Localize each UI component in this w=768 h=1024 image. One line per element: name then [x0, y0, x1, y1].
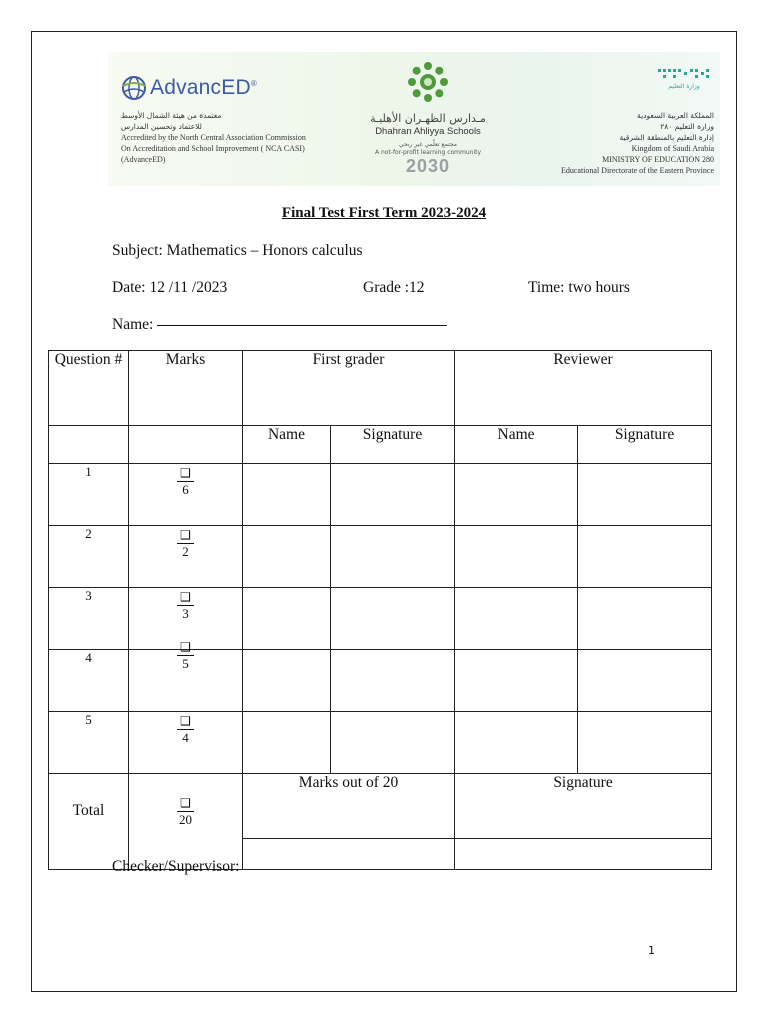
first-grader-signature-header: Signature	[331, 426, 455, 464]
first-grader-header: First grader	[243, 351, 455, 426]
total-marks-cell[interactable]	[129, 774, 243, 870]
first-grader-signature-cell[interactable]	[331, 650, 455, 712]
marks-cell[interactable]	[129, 464, 243, 526]
school-english-name: Dhahran Ahliyya Schools	[375, 126, 481, 137]
out-of-value: 2	[182, 544, 189, 559]
total-label: Total	[49, 774, 129, 870]
globe-icon	[120, 74, 148, 102]
first-grader-signature-cell[interactable]	[331, 526, 455, 588]
advanced-brand: AdvancED®	[150, 76, 257, 99]
out-of-value: 3	[182, 606, 189, 621]
marks-cell[interactable]	[129, 526, 243, 588]
out-of-value: 5	[182, 656, 189, 671]
advanced-arabic-line2: للاعتماد وتحسين المدارس	[121, 122, 202, 131]
advanced-arabic-line1: معتمدة من هيئة الشمال الأوسط	[121, 111, 222, 120]
total-out-of-value: 20	[178, 812, 192, 827]
score-box: ❑	[177, 467, 194, 482]
first-grader-signature-cell[interactable]	[331, 712, 455, 774]
name-label: Name:	[112, 316, 154, 333]
advanced-english-line3: (AdvanceED)	[121, 155, 166, 164]
name-blank[interactable]	[157, 325, 447, 326]
ministry-arabic-line2: وزارة التعليم ٢٨٠	[660, 122, 714, 131]
ministry-english-line2: MINISTRY OF EDUCATION 280	[602, 155, 714, 164]
grading-table	[48, 350, 712, 870]
ministry-arabic-line3: إدارة التعليم بالمنطقة الشرقية	[619, 133, 714, 142]
total-row	[49, 774, 712, 839]
reviewer-signature-header: Signature	[578, 426, 712, 464]
table-row	[49, 650, 712, 712]
exam-title: Final Test First Term 2023-2024	[281, 205, 487, 221]
date-line: Date: 12 /11 /2023	[112, 279, 228, 296]
total-signature-entry-cell[interactable]	[455, 839, 712, 870]
table-row	[49, 526, 712, 588]
reviewer-name-cell[interactable]	[455, 526, 578, 588]
time-line: Time: two hours	[528, 279, 630, 296]
ministry-arabic-line1: المملكة العربية السعودية	[637, 111, 714, 120]
marks-cell[interactable]	[129, 712, 243, 774]
vision-2030-logo: 2030	[405, 156, 451, 176]
score-box: ❑	[177, 529, 194, 544]
table-row	[49, 588, 712, 650]
subject-line: Subject: Mathematics – Honors calculus	[112, 242, 363, 259]
out-of-value: 4	[182, 730, 189, 745]
reviewer-signature-cell[interactable]	[578, 650, 712, 712]
reviewer-header: Reviewer	[455, 351, 712, 426]
school-tagline: مجتمع تعلّمي غير ربحي A not-for-profit learning community	[374, 141, 482, 156]
score-box: ❑	[177, 591, 194, 606]
marks-header: Marks	[129, 351, 243, 426]
table-row	[49, 712, 712, 774]
ministry-logo-icon	[654, 66, 714, 92]
first-grader-name-header: Name	[243, 426, 331, 464]
advanced-logo	[120, 74, 257, 102]
student-name-line	[112, 316, 447, 334]
marks-out-of-entry-cell[interactable]	[243, 839, 455, 870]
empty-cell	[129, 426, 243, 464]
svg-text:وزارة التعليم: وزارة التعليم	[668, 83, 700, 90]
empty-cell	[49, 426, 129, 464]
question-header: Question #	[49, 351, 129, 426]
ministry-english-line3: Educational Directorate of the Eastern Province	[560, 166, 714, 175]
first-grader-name-cell[interactable]	[243, 526, 331, 588]
reviewer-name-cell[interactable]	[455, 650, 578, 712]
first-grader-signature-cell[interactable]	[331, 588, 455, 650]
score-box: ❑	[177, 715, 194, 730]
checker-supervisor-label: Checker/Supervisor:	[112, 858, 240, 875]
advanced-english-line1: Accredited by the North Central Association Commission	[121, 133, 306, 142]
reviewer-name-cell[interactable]	[455, 588, 578, 650]
marks-out-of-label: Marks out of 20	[243, 774, 455, 839]
reviewer-name-cell[interactable]	[455, 464, 578, 526]
question-number: 1	[49, 464, 129, 526]
question-number: 3	[49, 588, 129, 650]
reviewer-signature-cell[interactable]	[578, 588, 712, 650]
first-grader-name-cell[interactable]	[243, 650, 331, 712]
reviewer-name-cell[interactable]	[455, 712, 578, 774]
ministry-english-line1: Kingdom of Saudi Arabia	[631, 144, 714, 153]
advanced-english-line2: On Accreditation and School Improvement ( NCA CASI)	[121, 144, 305, 153]
table-header-row	[49, 351, 712, 426]
first-grader-name-cell[interactable]	[243, 712, 331, 774]
table-subheader-row	[49, 426, 712, 464]
first-grader-signature-cell[interactable]	[331, 464, 455, 526]
question-number: 5	[49, 712, 129, 774]
school-arabic-name: مـدارس الظهـران الأهليـة	[370, 112, 486, 125]
marks-cell[interactable]	[129, 640, 243, 712]
letterhead-banner	[108, 52, 720, 186]
reviewer-signature-cell[interactable]	[578, 712, 712, 774]
question-number: 4	[49, 650, 129, 712]
first-grader-name-cell[interactable]	[243, 464, 331, 526]
reviewer-name-header: Name	[455, 426, 578, 464]
table-row	[49, 464, 712, 526]
score-box: ❑	[177, 641, 194, 656]
total-signature-label: Signature	[455, 774, 712, 839]
first-grader-name-cell[interactable]	[243, 588, 331, 650]
out-of-value: 6	[182, 482, 189, 497]
star-emblem-icon	[406, 60, 450, 104]
score-box: ❑	[177, 797, 194, 812]
reviewer-signature-cell[interactable]	[578, 464, 712, 526]
grade-line: Grade :12	[363, 279, 425, 296]
question-number: 2	[49, 526, 129, 588]
advanced-accreditation-text	[121, 110, 371, 165]
page-number: 1	[648, 944, 655, 957]
ministry-text	[454, 110, 714, 176]
reviewer-signature-cell[interactable]	[578, 526, 712, 588]
